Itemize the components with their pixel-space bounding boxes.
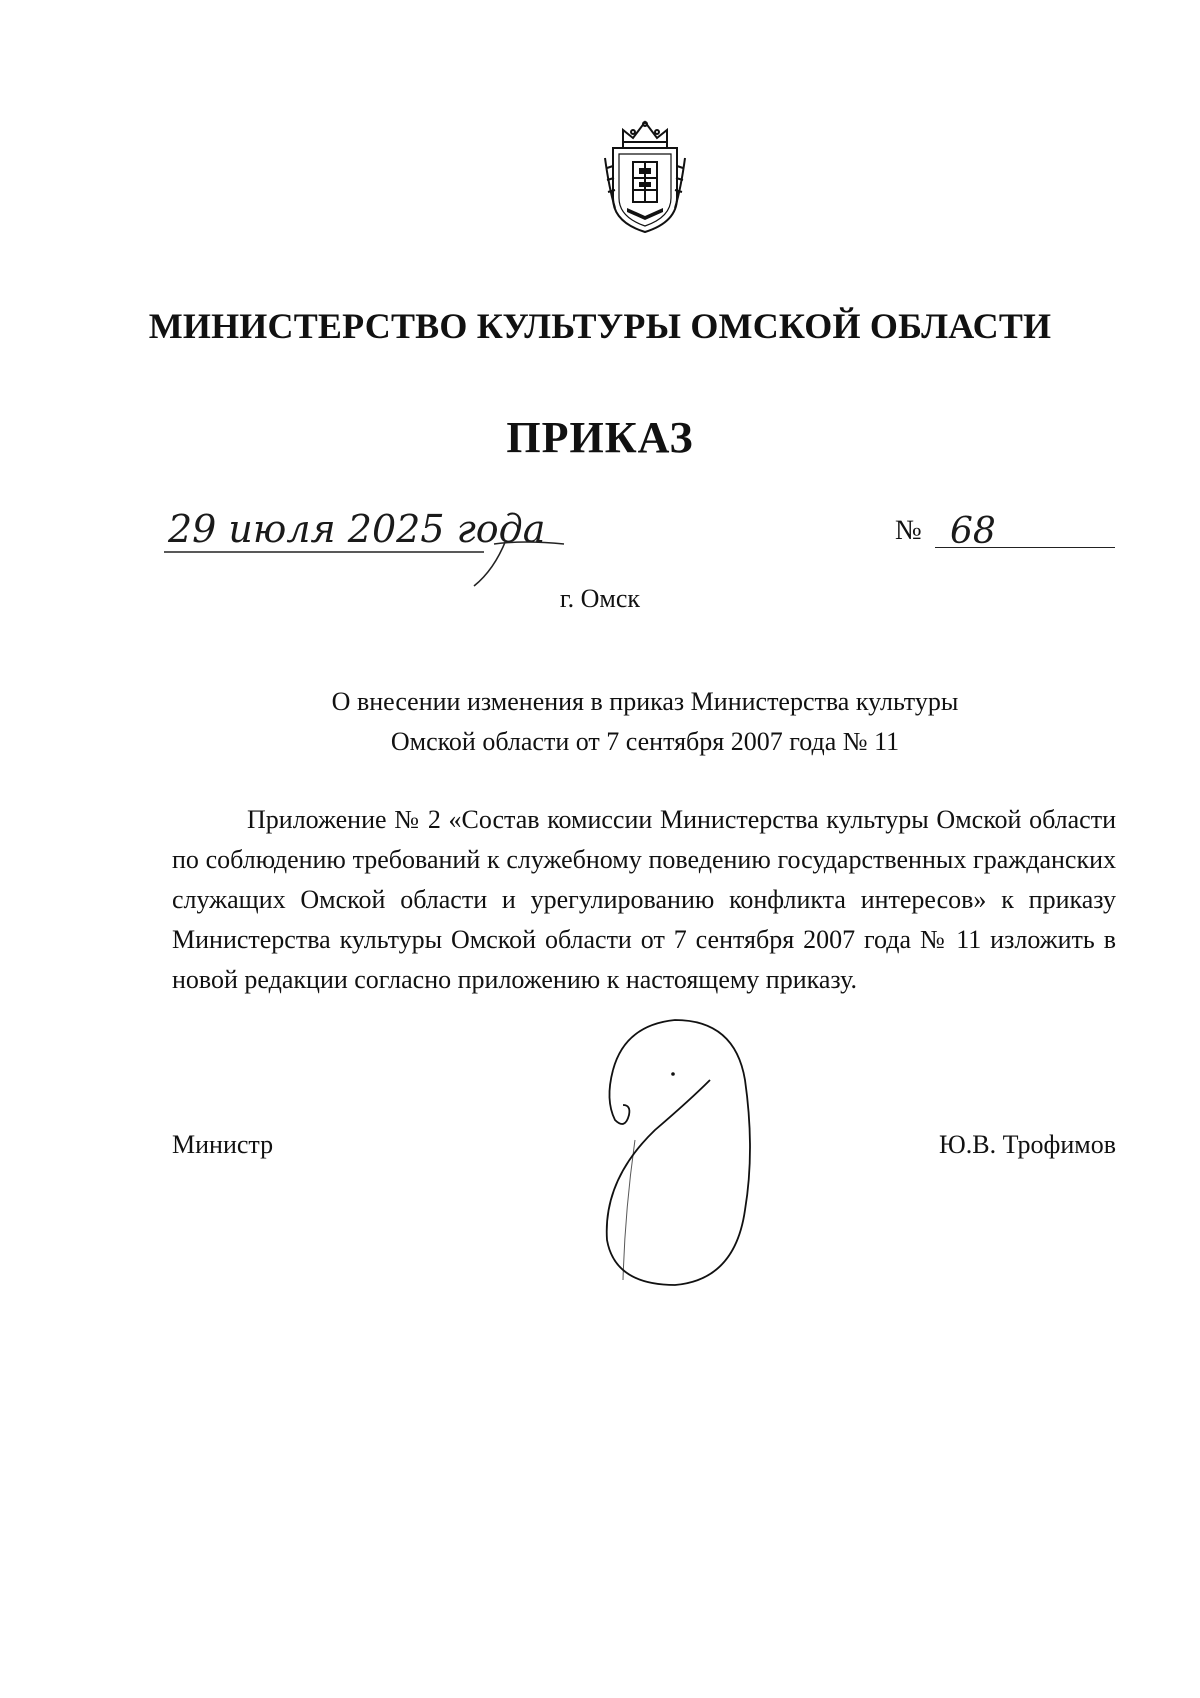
- order-subject-line-1: О внесении изменения в приказ Министерства культуры: [331, 687, 959, 716]
- signer-name: Ю.В. Трофимов: [939, 1130, 1116, 1159]
- handwritten-date-text: 29 июля 2025 года: [168, 507, 546, 551]
- coat-of-arms-icon: [603, 118, 687, 236]
- order-subject: [200, 682, 1090, 762]
- document-type: ПРИКАЗ: [506, 413, 694, 462]
- handwritten-date: [164, 500, 614, 590]
- city: г. Омск: [559, 584, 641, 613]
- handwritten-number-text: 68: [950, 511, 996, 552]
- number-label: №: [895, 515, 922, 546]
- ministry-name: МИНИСТЕРСТВО КУЛЬТУРЫ ОМСКОЙ ОБЛАСТИ: [148, 306, 1052, 346]
- order-body-paragraph: Приложение № 2 «Состав комиссии Министерства культуры Омской области по соблюдению требований к служебному поведению государственных гражданских служащих Омской области и урегулированию конфликта интересов» к приказу Министерства культуры Омской области от 7 сентября 2007 года № 11 изложить в новой редакции согласно приложению к настоящему приказу.: [172, 805, 1116, 994]
- handwritten-number: [948, 505, 1018, 553]
- handwritten-signature: [595, 1010, 785, 1310]
- signer-title: Министр: [172, 1130, 274, 1159]
- order-subject-line-2: Омской области от 7 сентября 2007 года № 11: [390, 727, 900, 756]
